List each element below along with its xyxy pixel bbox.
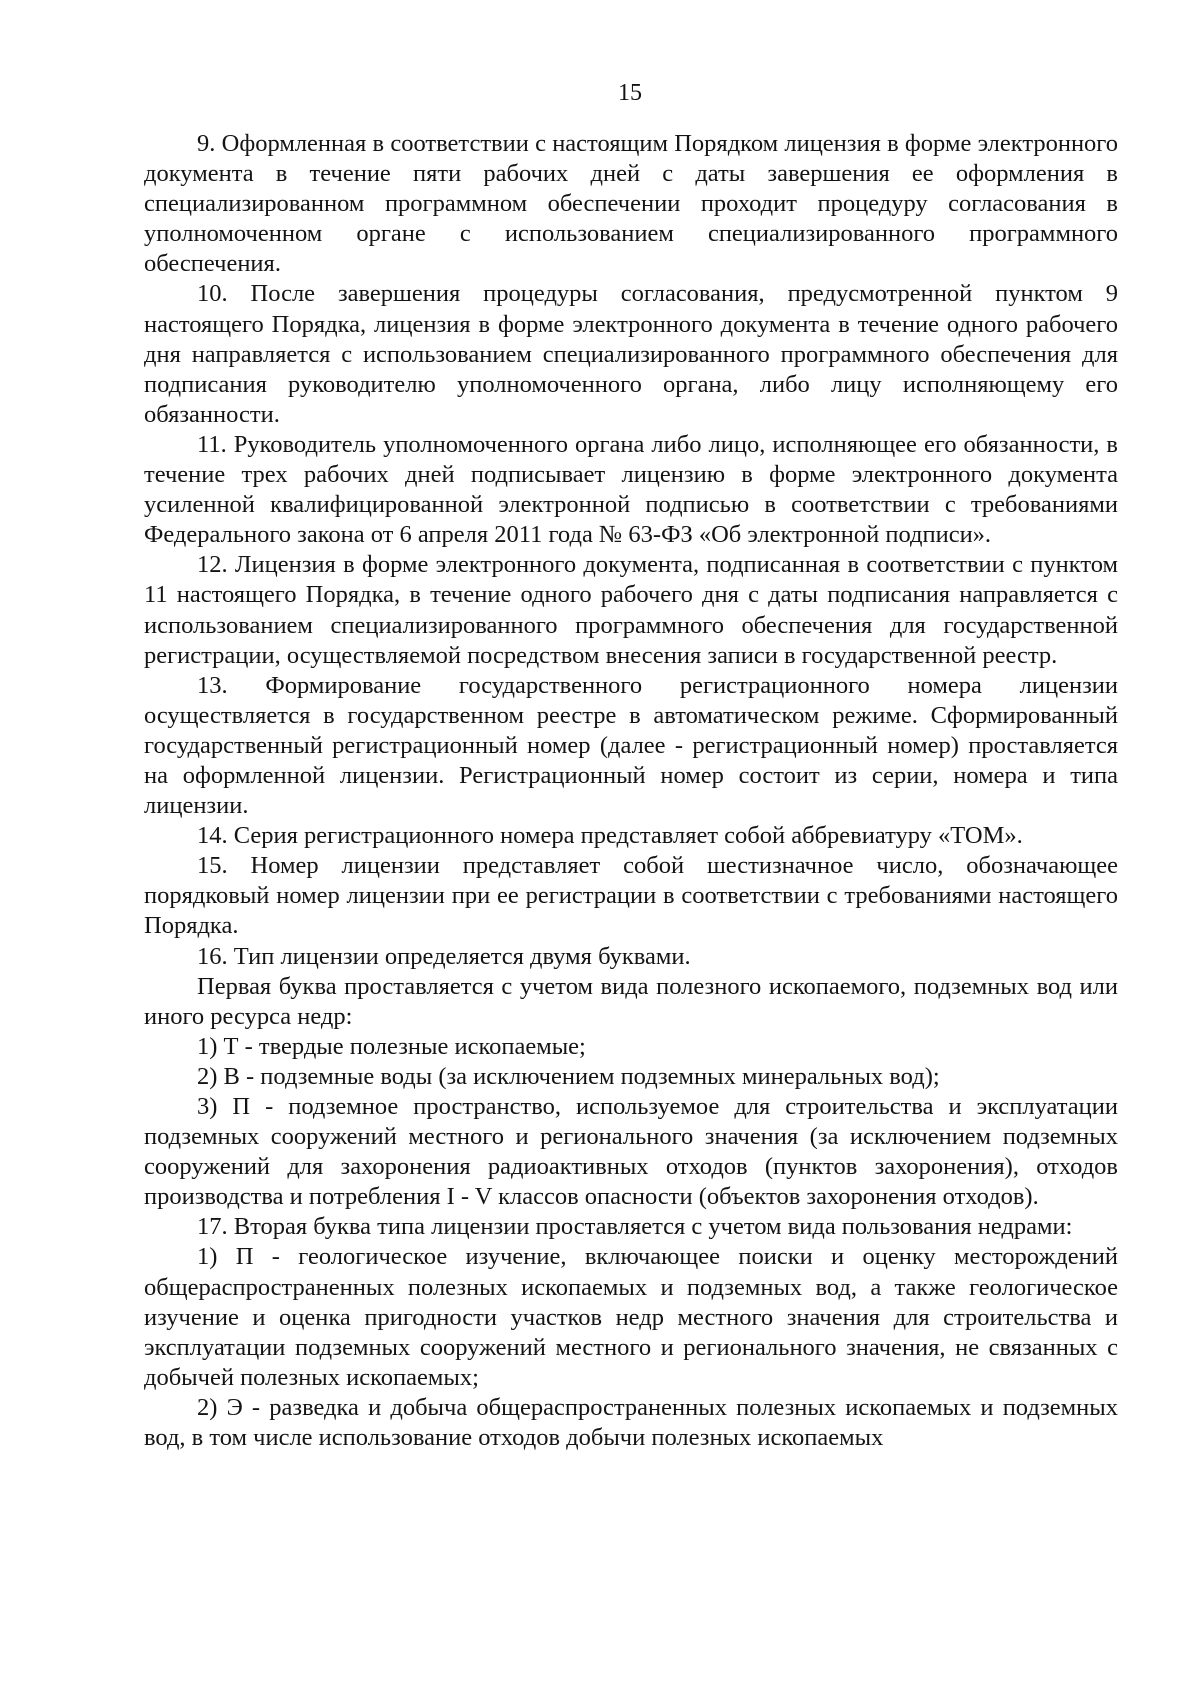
list-item-first-letter-2: 2) В - подземные воды (за исключением подземных минеральных вод); (197, 1062, 940, 1090)
paragraph-item-12: 12. Лицензия в форме электронного документа, подписанная в соответствии с пунктом 11 настоящего Порядка, в течение одного рабочего дня с даты подписания направляется с использованием специализированного программного обеспечения для государственной регистрации, осуществляемой посредством внесения записи в государственной реестр. (144, 551, 1118, 669)
list-item-second-letter-1: 1) П - геологическое изучение, включающее поиски и оценку месторождений общераспространенных полезных ископаемых и подземных вод, а также геологическое изучение и оценка пригодности участков недр местного значения для строительства и эксплуатации подземных сооружений местного и регионального значения, не связанных с добычей полезных ископаемых; (144, 1243, 1118, 1391)
document-body (144, 129, 1118, 1453)
paragraph-first-letter-intro: Первая буква проставляется с учетом вида полезного ископаемого, подземных вод или иного ресурса недр: (144, 972, 1118, 1030)
paragraph-item-11: 11. Руководитель уполномоченного органа либо лицо, исполняющее его обязанности, в течение трех рабочих дней подписывает лицензию в форме электронного документа усиленной квалифицированной электронной подписью в соответствии с требованиями Федерального закона от 6 апреля 2011 года № 63-ФЗ «Об электронной подписи». (144, 430, 1118, 549)
paragraph-item-17: 17. Вторая буква типа лицензии проставляется с учетом вида пользования недрами: (197, 1213, 1073, 1241)
paragraph-item-15: 15. Номер лицензии представляет собой шестизначное число, обозначающее порядковый номер лицензии при ее регистрации в соответствии с требованиями настоящего Порядка. (144, 852, 1118, 940)
paragraph-item-13: 13. Формирование государственного регистрационного номера лицензии осуществляется в государственном реестре в автоматическом режиме. Сформированный государственный регистрационный номер (далее - регистрационный номер) проставляется на оформленной лицензии. Регистрационный номер состоит из серии, номера и типа лицензии. (144, 671, 1118, 820)
paragraph-item-9: 9. Оформленная в соответствии с настоящим Порядком лицензия в форме электронного документа в течение пяти рабочих дней с даты завершения ее оформления в специализированном программном обеспечении проходит процедуру согласования в уполномоченном органе с использованием специализированного программного обеспечения. (144, 130, 1118, 278)
paragraph-item-10: 10. После завершения процедуры согласования, предусмотренной пунктом 9 настоящего Порядка, лицензия в форме электронного документа в течение одного рабочего дня направляется с использованием специализированного программного обеспечения для подписания руководителю уполномоченного органа, либо лицу исполняющему его обязанности. (144, 280, 1118, 428)
list-item-first-letter-1: 1) Т - твердые полезные ископаемые; (197, 1032, 586, 1060)
paragraph-item-16: 16. Тип лицензии определяется двумя буквами. (197, 942, 691, 970)
paragraph-item-14: 14. Серия регистрационного номера представляет собой аббревиатуру «ТОМ». (197, 822, 1023, 850)
list-item-first-letter-3: 3) П - подземное пространство, используемое для строительства и эксплуатации подземных сооружений местного и регионального значения (за исключением подземных сооружений для захоронения радиоактивных отходов (пунктов захоронения), отходов производства и потребления I - V классов опасности (объектов захоронения отходов). (144, 1093, 1118, 1211)
page-number: 15 (618, 80, 642, 106)
list-item-second-letter-2: 2) Э - разведка и добыча общераспространенных полезных ископаемых и подземных вод, в том числе использование отходов добычи полезных ископаемых (144, 1393, 1118, 1452)
